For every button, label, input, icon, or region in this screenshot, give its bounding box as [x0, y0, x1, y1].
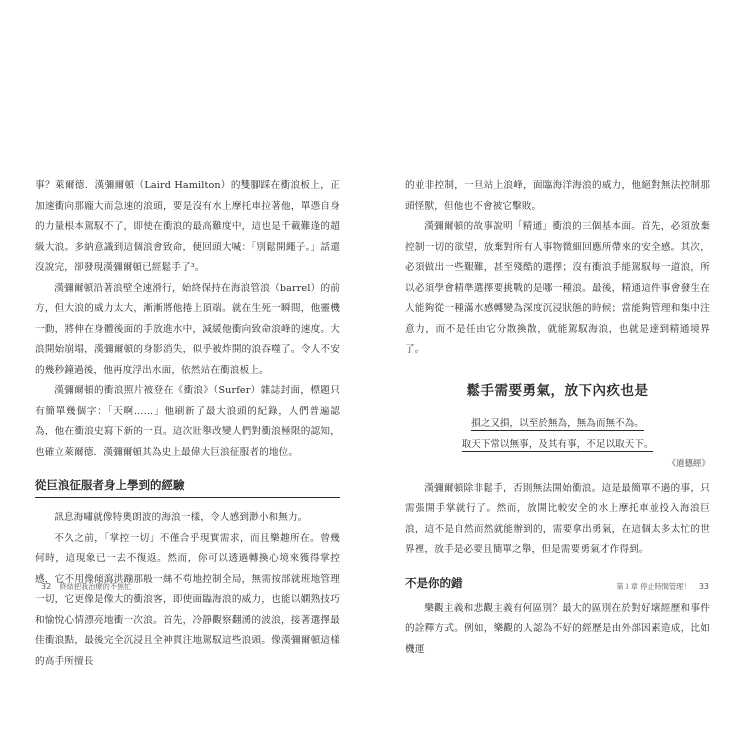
chapter-label: 第１章 [616, 582, 638, 591]
section-heading-not-your-fault: 不是你的錯 [405, 575, 463, 590]
right-page [375, 0, 750, 750]
right-page-number: 33 [698, 582, 709, 591]
pull-title: 鬆手需要勇氣，放下內疚也是 [466, 382, 649, 399]
left-running-title: 終結把我治療的不焦忙 [59, 582, 132, 591]
right-paragraph-4: 樂觀主義和悲觀主義有何區別？最大的區別在於對好壞經歷和事件的詮釋方式。例如，樂觀的人認為不好的經歷是由外部因素造成，比如機運 [405, 602, 710, 655]
quote-source: 《道德經》 [667, 458, 710, 469]
section-heading-surf-lessons: 從巨浪征服者身上學到的經驗 [35, 475, 340, 498]
left-text-column [35, 176, 340, 672]
left-section-paragraph-1: 訊息海嘯就像特奧朗波的海浪一樣，令人感到渺小和無力。 [54, 512, 308, 523]
chapter-title: 停止時間管理！ [640, 582, 691, 591]
left-paragraph-3: 漢彌爾頓的衝浪照片被登在《衝浪》（Surfer）雜誌封面，標題只有簡單幾個字：「天啊……」他刷新了最大浪頭的紀錄，人們普遍認為，他在衝浪史寫下新的一頁。這次壯舉改變人們對衝浪極限的認知，也確立萊爾德．漢彌爾頓其為史上最偉大巨浪征服者的地位。 [35, 385, 340, 458]
left-footer [35, 582, 131, 592]
right-paragraph-1: 的並非控制，一旦站上浪峰，面臨海洋海浪的威力，他絕對無法控制那頭怪獸，但他也不會被它擊敗。 [405, 180, 710, 212]
right-paragraph-2: 漢彌爾頓的故事說明「精通」衝浪的三個基本面。首先，必須放棄控制一切的欲望，放棄對所有人事物微細回應所帶來的安全感。其次，必須做出一些艱難，甚至殘酷的選擇；沒有衝浪手能駕馭每一道浪，所以必須學會精準選擇要挑戰的是哪一種浪。最後，精通這件事會發生在人能夠從一種滿水感轉變為深度沉浸狀態的時候；當能夠管理和集中注意力，而不是任由它分散換散，就能駕馭海浪，也就是達到精通境界了。 [405, 221, 710, 355]
quote-block [405, 413, 710, 455]
left-page-number: 32 [41, 582, 52, 591]
right-paragraph-3: 漢彌爾頓除非鬆手，否則無法開始衝浪。這是最簡單不過的事，只需張開手掌就行了。然而，放開比較安全的水上摩托車並投入海浪巨浪，這不是自然而然就能辦到的，需要拿出勇氣，在這個太多太忙的世界裡，放手是必要且簡單之舉，但是需要勇氣才作得到。 [405, 482, 710, 555]
left-paragraph-2: 漢彌爾頓沿著浪壁全速滑行，始終保持在海浪管浪（barrel）的前方，但大浪的威力太大，漸漸將他捲上頂端。就在生死一瞬間，他靈機一動，將伸在身體後面的手放進水中，減緩他衝向致命浪峰的速度。大浪開始崩塌，漢彌爾頓的身影消失，似乎被炸開的浪吞噬了。令人不安的幾秒鐘過後，他再度浮出水面，依然站在衝浪板上。 [35, 282, 340, 376]
quote-line-1: 損之又損，以至於無為，無為而無不為。 [471, 417, 644, 429]
left-section-paragraph-2: 不久之前，「掌控一切」不僅合乎現實需求，而且樂趣所在。曾幾何時，這現象已一去不復返。然而，你可以透過轉換心境來獲得掌控感，它不用像傾瀉洪蹦那般一絲不苟地控制全局，無需按部就班地管理一切，它更像是像大的衝浪客，即使面臨海浪的威力，也能以嫻熟技巧和愉悅心情漂亮地衝一次浪。首先，冷靜觀察翻湧的波浪，接著選擇最佳衝浪點，最後完全沉浸且全神貫注地駕馭這些浪頭。像漢彌爾頓這樣的高手所擅長 [35, 532, 340, 667]
left-paragraph-1: 事？萊爾德．漢彌爾頓（Laird Hamilton）的雙腳踩在衝浪板上，正加速衝向那龐大而急速的浪頭，要是沒有水上摩托車拉著他，單憑自身的力量根本駕馭不了，即使在衝浪的最高難度中，這也是千載難逢的超級大浪。多納意識到這個浪會致命，便回頭大喊：「別鬆開繩子。」話還沒說完，卻發現漢彌爾頓已經鬆手了³。 [35, 180, 340, 273]
quote-line-2: 取天下常以無事，及其有事，不足以取天下。 [461, 438, 654, 450]
right-footer [616, 582, 715, 592]
